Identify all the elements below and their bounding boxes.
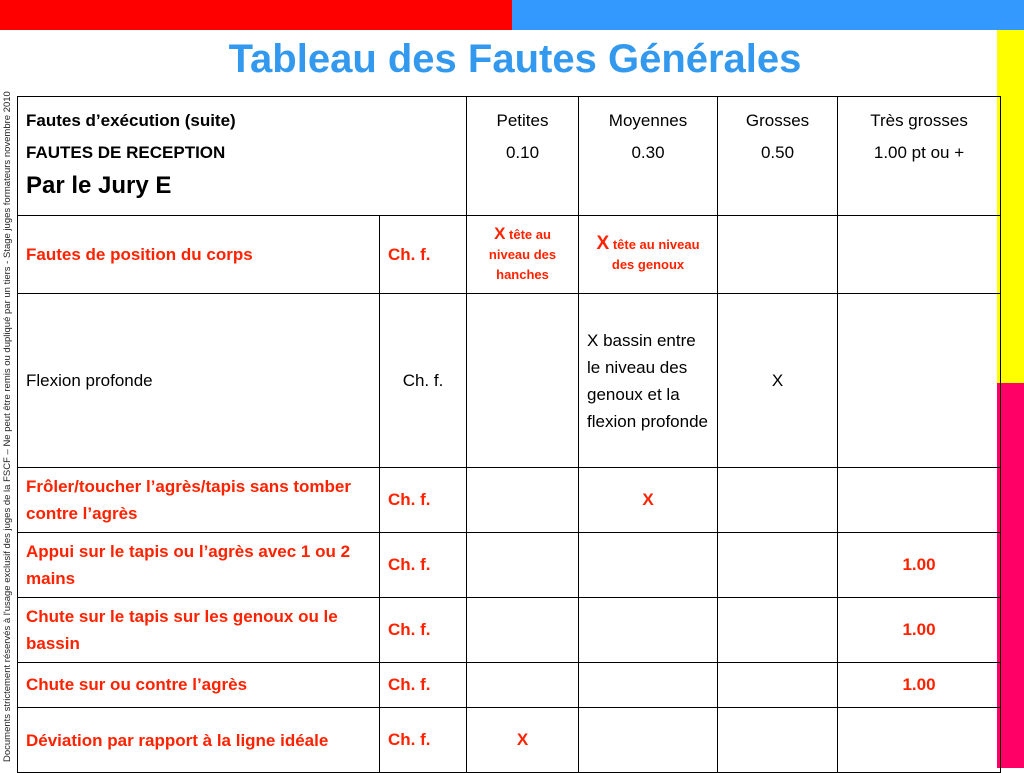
row-label: Appui sur le tapis ou l’agrès avec 1 ou 2 mains <box>18 533 380 598</box>
cell-note: tête au niveau des genoux <box>611 237 700 272</box>
row-chf: Ch. f. <box>380 598 467 663</box>
cell-grosses <box>718 533 838 598</box>
cell-moyennes <box>579 663 718 708</box>
row-chf: Ch. f. <box>380 533 467 598</box>
header-line1: Fautes d’exécution (suite) <box>26 111 236 130</box>
cell-petites <box>467 468 579 533</box>
header-col-tres-grosses <box>838 97 1001 216</box>
page-title: Tableau des Fautes Générales <box>228 37 802 81</box>
cell-moyennes <box>579 708 718 773</box>
header-left-cell <box>18 97 467 216</box>
x-mark: X <box>494 224 506 243</box>
cell-tres-grosses <box>838 294 1001 468</box>
row-chf: Ch. f. <box>380 294 467 468</box>
faults-table <box>17 96 1001 773</box>
header-col-label: Grosses <box>745 111 810 130</box>
cell-tres-grosses <box>838 708 1001 773</box>
header-row <box>18 97 1001 216</box>
header-col-grosses <box>718 97 838 216</box>
header-col-label: Petites <box>496 111 549 130</box>
cell-petites <box>467 663 579 708</box>
header-col-value: 0.30 <box>631 143 665 162</box>
header-line3: Par le Jury E <box>26 172 172 199</box>
row-label: Flexion profonde <box>18 294 380 468</box>
table-row <box>18 663 1001 708</box>
table-row <box>18 533 1001 598</box>
cell-moyennes: X bassin entre le niveau des genoux et la flexion profonde <box>579 294 718 468</box>
table-row <box>18 468 1001 533</box>
cell-tres-grosses: 1.00 <box>838 663 1001 708</box>
cell-petites <box>467 216 579 294</box>
cell-moyennes <box>579 216 718 294</box>
cell-grosses <box>718 708 838 773</box>
row-label: Déviation par rapport à la ligne idéale <box>18 708 380 773</box>
cell-petites <box>467 598 579 663</box>
top-blue-bar <box>512 0 1024 30</box>
row-chf: Ch. f. <box>380 216 467 294</box>
cell-petites <box>467 294 579 468</box>
cell-tres-grosses <box>838 468 1001 533</box>
cell-moyennes <box>579 533 718 598</box>
cell-tres-grosses: 1.00 <box>838 533 1001 598</box>
cell-tres-grosses <box>838 216 1001 294</box>
cell-petites <box>467 533 579 598</box>
row-label: Chute sur le tapis sur les genoux ou le bassin <box>18 598 380 663</box>
row-label: Frôler/toucher l’agrès/tapis sans tomber contre l’agrès <box>18 468 380 533</box>
cell-grosses <box>718 663 838 708</box>
header-col-value: 0.50 <box>760 143 795 162</box>
row-chf: Ch. f. <box>380 468 467 533</box>
side-note: Documents strictement réservés à l'usage exclusif des juges de la FSCF – Ne peut être remis ou dupliqué par un tiers - Stage juges formateurs novembre 2010 <box>2 91 13 762</box>
cell-grosses <box>718 216 838 294</box>
row-chf: Ch. f. <box>380 663 467 708</box>
cell-grosses <box>718 598 838 663</box>
row-label: Fautes de position du corps <box>18 216 380 294</box>
cell-note: tête au niveau des hanches <box>488 227 557 282</box>
header-col-moyennes <box>579 97 718 216</box>
cell-grosses: X <box>718 294 838 468</box>
header-col-label: Moyennes <box>608 111 688 130</box>
cell-moyennes: X <box>579 468 718 533</box>
header-col-petites <box>467 97 579 216</box>
table-row <box>18 294 1001 468</box>
table-row <box>18 708 1001 773</box>
right-pink-strip <box>997 383 1024 768</box>
header-col-value: 0.10 <box>505 143 540 162</box>
cell-grosses <box>718 468 838 533</box>
row-chf: Ch. f. <box>380 708 467 773</box>
cell-moyennes <box>579 598 718 663</box>
top-red-bar <box>0 0 512 30</box>
header-col-value: 1.00 pt ou + <box>873 143 965 162</box>
cell-tres-grosses: 1.00 <box>838 598 1001 663</box>
cell-petites: X <box>467 708 579 773</box>
header-line2: FAUTES DE RECEPTION <box>26 143 226 162</box>
table-row <box>18 598 1001 663</box>
row-label: Chute sur ou contre l’agrès <box>18 663 380 708</box>
x-mark: X <box>596 233 610 254</box>
header-col-label: Très grosses <box>870 111 968 130</box>
table-row <box>18 216 1001 294</box>
